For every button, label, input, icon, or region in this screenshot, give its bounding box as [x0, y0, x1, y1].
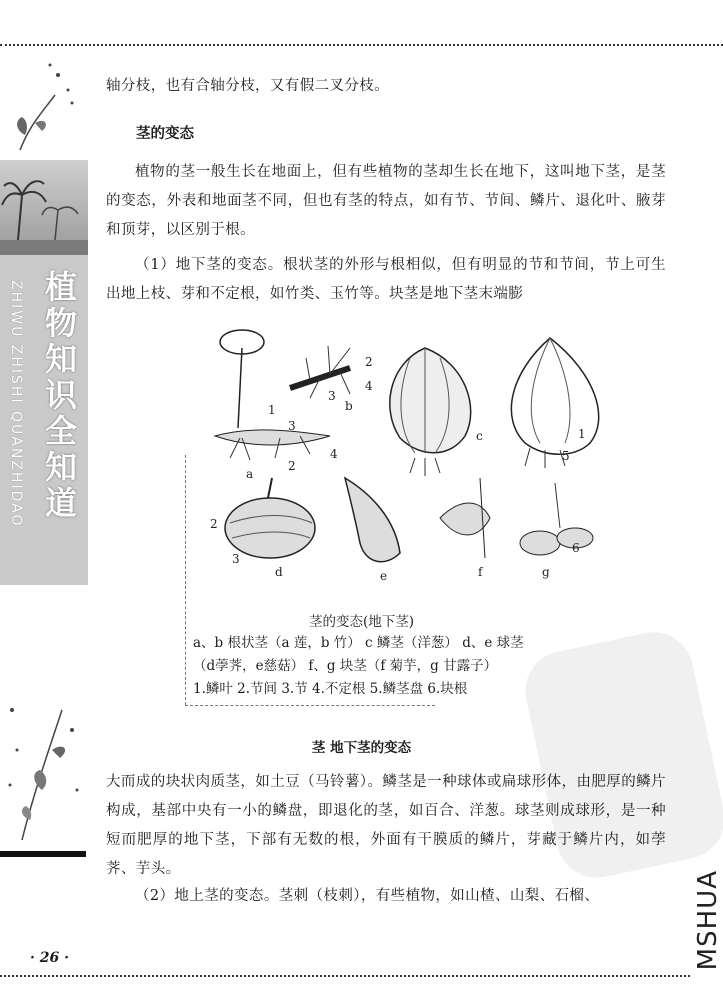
page-number: · 26 ·	[30, 950, 69, 966]
label-2b: 2	[365, 355, 373, 369]
label-3d: 3	[232, 552, 240, 566]
onion-section-drawing	[511, 338, 598, 468]
sidebar-title: 植物知识全知道	[40, 270, 78, 522]
section-heading: 茎的变态	[136, 125, 194, 142]
label-e: e	[380, 569, 388, 583]
palm-tree-photo	[0, 160, 88, 255]
sidebar-band	[0, 160, 88, 585]
palm-tree-icon	[0, 160, 88, 255]
lotus-rhizome-drawing	[215, 330, 330, 460]
figure-caption-title: 茎的变态(地下茎)	[308, 614, 415, 630]
paragraph-1: 植物的茎一般生长在地面上，但有些植物的茎却生长在地下，这叫地下茎，是茎的变态，外表和地面茎不同，但也有茎的特点，如有节、节间、鳞片、退化叶、腋芽和顶芽，以区别于根。	[106, 164, 666, 238]
figure-caption-line-1: a、b 根状茎（a 莲，b 竹） c 鳞茎（洋葱） d、e 球茎	[193, 635, 524, 651]
label-6g: 6	[572, 541, 580, 555]
label-3a: 3	[288, 419, 296, 433]
label-2d: 2	[210, 517, 218, 531]
label-b: b	[345, 399, 353, 413]
sidebar-bottom-bar	[0, 851, 86, 857]
label-f: f	[478, 565, 483, 579]
bottom-dotted-rule	[0, 975, 690, 977]
figure-caption-line-2: （d荸荠，e慈菇） f、g 块茎（f 菊芋，g 甘露子）	[193, 658, 498, 674]
label-2a: 2	[288, 459, 296, 473]
paragraph-4: （2）地上茎的变态。茎刺（枝刺），有些植物，如山楂、山梨、石榴、	[135, 888, 600, 904]
top-dotted-rule	[0, 44, 723, 46]
label-g: g	[542, 565, 550, 579]
label-5c: 5	[562, 449, 570, 463]
label-3b: 3	[328, 389, 336, 403]
paragraph-2: （1）地下茎的变态。根状茎的外形与根相似，但有明显的节和节间，节上可生出地上枝、芽和不定根，如竹类、玉竹等。块茎是地下茎末端膨	[106, 257, 666, 302]
figure-frame-bottom	[185, 705, 435, 706]
stem-metamorphosis-illustration	[180, 318, 650, 598]
figure-frame-left	[185, 455, 186, 705]
figure-caption-line-3: 1.鳞叶 2.节间 3.节 4.不定根 5.鳞茎盘 6.块根	[193, 681, 468, 697]
label-4b: 4	[365, 379, 373, 393]
water-chestnut-drawing	[225, 478, 315, 558]
figure-heading: 茎 地下茎的变态	[311, 740, 412, 756]
label-a: a	[246, 467, 254, 481]
bamboo-rhizome-drawing	[290, 346, 350, 398]
watermark-text: MSHUA	[693, 870, 723, 971]
flower-decoration-bottom	[2, 690, 88, 850]
label-d: d	[275, 565, 283, 579]
paragraph-3: 大而成的块状肉质茎，如土豆（马铃薯）。鳞茎是一种球体或扁球形体，由肥厚的鳞片构成，基部中央有一小的鳞盘，即退化的茎，如百合、洋葱。球茎则成球形，是一种短而肥厚的地下茎，下部有无数的根，外面有干膜质的鳞片，芽藏于鳞片内，如荸荠、芋头。	[106, 774, 666, 877]
label-c: c	[476, 429, 483, 443]
text-line-top: 轴分枝，也有合轴分枝，又有假二叉分枝。	[106, 78, 390, 94]
label-4a: 4	[330, 447, 338, 461]
tuber-drawing	[440, 478, 593, 558]
sidebar-pinyin: ZHIWU ZHISHI QUANZHIDAO	[8, 280, 24, 528]
flower-decoration-top	[10, 55, 80, 155]
label-1c: 1	[578, 427, 586, 441]
onion-bulb-drawing	[390, 348, 471, 476]
label-1a: 1	[268, 403, 276, 417]
arrowhead-corm-drawing	[345, 478, 400, 562]
